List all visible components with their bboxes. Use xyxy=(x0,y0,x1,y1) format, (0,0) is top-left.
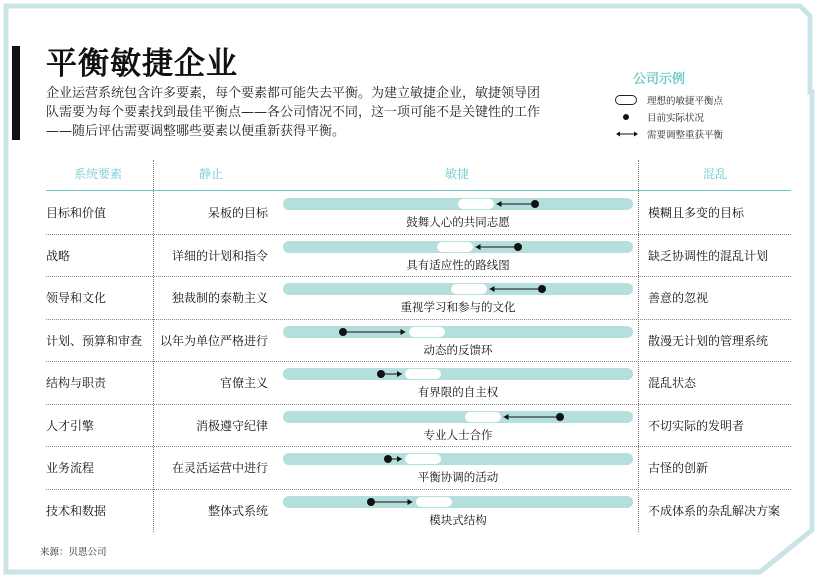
agile-label: 有界限的自主权 xyxy=(417,385,499,399)
legend-shift xyxy=(615,125,785,142)
current-dot-icon xyxy=(615,111,639,123)
chaos-label: 混乱状态 xyxy=(648,376,697,390)
rebalance-arrow xyxy=(0,364,816,384)
static-label: 在灵活运营中进行 xyxy=(171,461,268,475)
ideal-pill-icon xyxy=(615,94,639,106)
rebalance-arrow xyxy=(0,407,816,427)
static-label: 官僚主义 xyxy=(219,376,268,390)
legend-title: 公司示例 xyxy=(633,72,686,87)
element-label: 目标和价值 xyxy=(46,206,107,220)
agile-label: 重视学习和参与的文化 xyxy=(400,300,516,314)
static-label: 独裁制的泰勒主义 xyxy=(171,291,268,305)
row-divider xyxy=(46,319,791,320)
rebalance-arrow xyxy=(0,492,816,512)
legend-ideal-label: 理想的敏捷平衡点 xyxy=(647,95,724,107)
legend-current-label: 目前实际状况 xyxy=(647,112,705,124)
element-label: 人才引擎 xyxy=(46,418,95,433)
chaos-label: 散漫无计划的管理系统 xyxy=(648,333,769,348)
intro-text: 企业运营系统包含许多要素，每个要素都可能失去平衡。为建立敏捷企业，敏捷领导团队需要为每个要素找到最佳平衡点——各公司情况不同，这一项可能不是关键性的工作——随后评估需要调整哪些要素以便重新获得平衡。 xyxy=(46,86,541,139)
element-label: 结构与职责 xyxy=(46,376,107,390)
header-divider xyxy=(46,190,791,191)
row-divider xyxy=(46,446,791,447)
legend-ideal xyxy=(615,91,785,108)
double-arrow-icon xyxy=(615,128,639,140)
element-label: 战略 xyxy=(46,248,71,263)
rebalance-arrow xyxy=(0,279,816,299)
legend xyxy=(615,68,785,142)
row-divider xyxy=(46,234,791,235)
row-divider xyxy=(46,489,791,490)
page-title: 平衡敏捷企业 xyxy=(46,46,238,82)
header-agile: 敏捷 xyxy=(445,167,470,181)
column-divider-2 xyxy=(638,160,639,532)
agile-label: 平衡协调的活动 xyxy=(417,470,499,484)
legend-current xyxy=(615,108,785,125)
rebalance-arrow xyxy=(0,194,816,214)
row-divider xyxy=(46,361,791,362)
agile-label: 具有适应性的路线图 xyxy=(406,257,510,272)
static-label: 以年为单位严格进行 xyxy=(159,333,268,348)
row-divider xyxy=(46,404,791,405)
header-element: 系统要素 xyxy=(74,167,123,181)
chaos-label: 模糊且多变的目标 xyxy=(648,206,745,220)
chaos-label: 古怪的创新 xyxy=(648,461,709,475)
agile-label: 动态的反馈环 xyxy=(423,342,493,357)
element-label: 计划、预算和审查 xyxy=(46,333,143,348)
element-label: 业务流程 xyxy=(46,461,95,475)
row-divider xyxy=(46,276,791,277)
agile-label: 鼓舞人心的共同志愿 xyxy=(406,215,510,229)
element-label: 领导和文化 xyxy=(46,291,107,305)
static-label: 消极遵守纪律 xyxy=(195,418,268,433)
static-label: 整体式系统 xyxy=(207,503,268,518)
header-static: 静止 xyxy=(199,167,224,181)
header-chaos: 混乱 xyxy=(703,167,728,181)
legend-shift-label: 需要调整重获平衡 xyxy=(647,129,724,141)
element-label: 技术和数据 xyxy=(46,503,107,518)
static-label: 呆板的目标 xyxy=(207,206,268,220)
chaos-label: 善意的忽视 xyxy=(648,291,709,305)
chaos-label: 不切实际的发明者 xyxy=(648,418,745,433)
static-label: 详细的计划和指令 xyxy=(171,248,268,263)
source-note: 来源：贝恩公司 xyxy=(40,547,107,558)
title-accent-bar xyxy=(12,46,20,140)
rebalance-arrow xyxy=(0,449,816,469)
chaos-label: 缺乏协调性的混乱计划 xyxy=(648,248,769,263)
agile-label: 专业人士合作 xyxy=(423,427,493,442)
agile-label: 模块式结构 xyxy=(429,512,487,527)
chaos-label: 不成体系的杂乱解决方案 xyxy=(648,503,781,518)
rebalance-arrow xyxy=(0,237,816,257)
rebalance-arrow xyxy=(0,322,816,342)
